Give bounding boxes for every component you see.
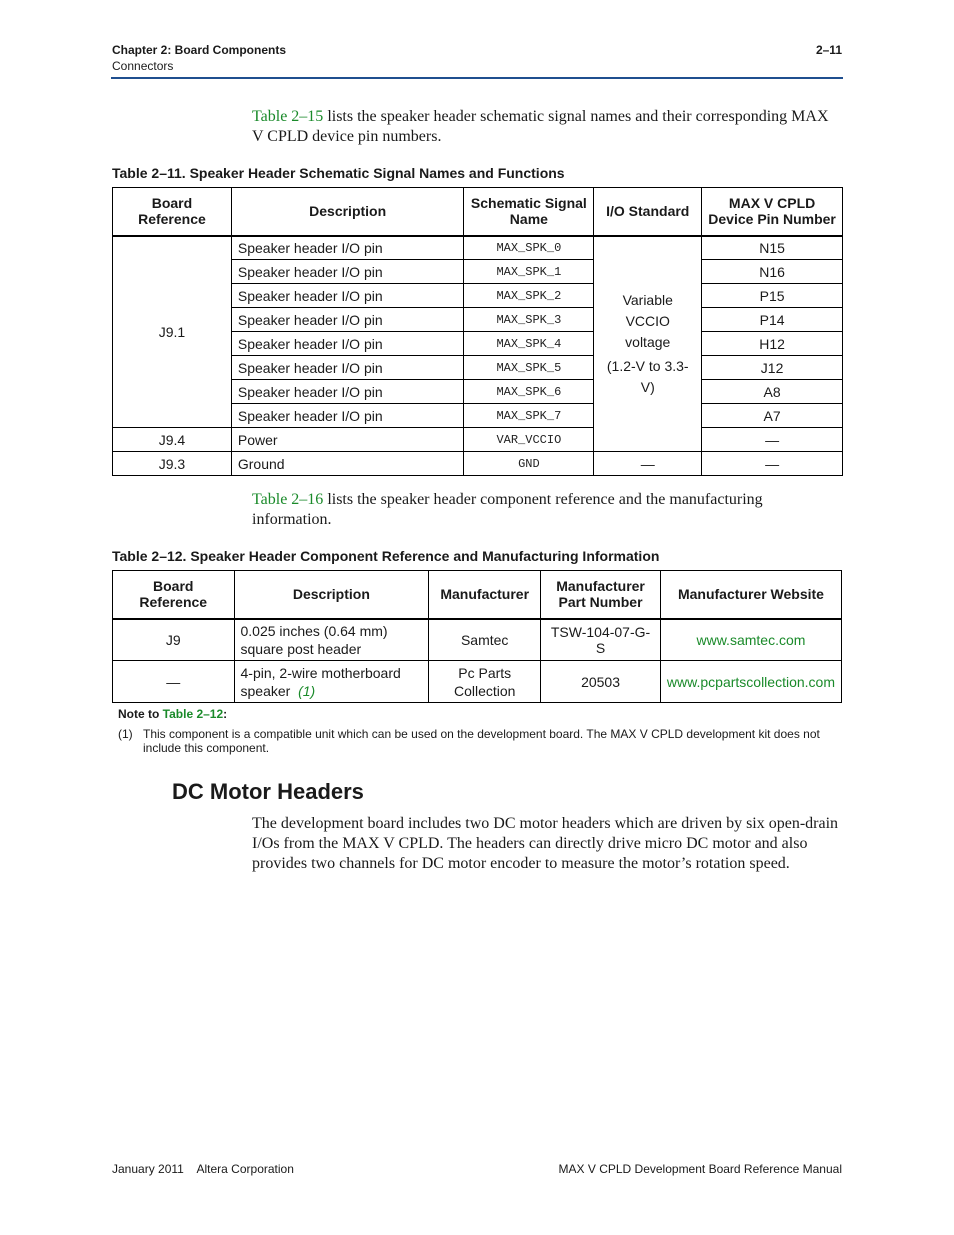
section-heading: DC Motor Headers bbox=[172, 779, 364, 804]
col-board-reference: Board Reference bbox=[113, 188, 232, 236]
website-link[interactable]: www.pcpartscollection.com bbox=[660, 661, 841, 703]
signal-cell: VAR_VCCIO bbox=[464, 428, 594, 452]
description-cell: Speaker header I/O pin bbox=[231, 356, 464, 380]
board-ref-cell: J9.1 bbox=[113, 236, 232, 428]
note-1 bbox=[118, 727, 830, 755]
board-ref-cell: — bbox=[113, 661, 235, 703]
note-1-link[interactable]: (1) bbox=[298, 682, 316, 699]
pin-cell: P15 bbox=[702, 284, 843, 308]
description-cell: Speaker header I/O pin bbox=[231, 236, 464, 260]
speaker-signal-table bbox=[112, 187, 843, 476]
description-cell bbox=[234, 661, 429, 703]
website-link[interactable]: www.samtec.com bbox=[660, 619, 841, 661]
signal-cell: MAX_SPK_0 bbox=[464, 236, 594, 260]
chapter-title: Chapter 2: Board Components bbox=[112, 43, 287, 57]
col-manufacturer-website: Manufacturer Website bbox=[660, 571, 841, 619]
board-ref-cell: J9 bbox=[113, 619, 235, 661]
pin-cell: J12 bbox=[702, 356, 843, 380]
table-header-row bbox=[113, 571, 842, 619]
table-row-power bbox=[113, 428, 843, 452]
intro-paragraph-2 bbox=[252, 490, 842, 530]
signal-cell: MAX_SPK_7 bbox=[464, 404, 594, 428]
io-standard-line-3: (1.2-V to 3.3-V) bbox=[606, 357, 689, 395]
description-text: 4-pin, 2-wire motherboard speaker bbox=[240, 664, 401, 699]
description-cell: Speaker header I/O pin bbox=[231, 380, 464, 404]
page-number: 2–11 bbox=[815, 43, 842, 57]
part-number-cell: 20503 bbox=[541, 661, 661, 703]
col-manufacturer: Manufacturer bbox=[429, 571, 541, 619]
description-cell: Speaker header I/O pin bbox=[231, 284, 464, 308]
table-2-16-link[interactable]: Table 2–16 bbox=[252, 491, 324, 508]
io-standard-cell bbox=[594, 236, 702, 452]
intro-1-text: lists the speaker header schematic signal names and their corresponding MAX V CPLD device pin numbers. bbox=[252, 108, 829, 145]
signal-cell: MAX_SPK_3 bbox=[464, 308, 594, 332]
note-number: (1) bbox=[118, 727, 133, 741]
manufacturer-cell: Samtec bbox=[429, 619, 541, 661]
footer-left: January 2011 Altera Corporation bbox=[112, 1162, 294, 1176]
io-standard-cell: — bbox=[594, 452, 702, 476]
signal-cell: MAX_SPK_5 bbox=[464, 356, 594, 380]
col-description: Description bbox=[231, 188, 464, 236]
description-cell: 0.025 inches (0.64 mm) square post header bbox=[234, 619, 429, 661]
pin-cell: P14 bbox=[702, 308, 843, 332]
table-row-ground bbox=[113, 452, 843, 476]
speaker-component-table bbox=[112, 570, 842, 703]
table-row bbox=[113, 619, 842, 661]
signal-cell: MAX_SPK_4 bbox=[464, 332, 594, 356]
description-cell: Speaker header I/O pin bbox=[231, 404, 464, 428]
col-board-reference: Board Reference bbox=[113, 571, 235, 619]
signal-cell: MAX_SPK_6 bbox=[464, 380, 594, 404]
pin-cell: A7 bbox=[702, 404, 843, 428]
description-cell: Speaker header I/O pin bbox=[231, 260, 464, 284]
board-ref-cell: J9.3 bbox=[113, 452, 232, 476]
footer-right: MAX V CPLD Development Board Reference Manual bbox=[558, 1162, 842, 1176]
table-2-11-caption: Table 2–11. Speaker Header Schematic Signal Names and Functions bbox=[112, 165, 565, 181]
col-description: Description bbox=[234, 571, 429, 619]
col-pin-number: MAX V CPLD Device Pin Number bbox=[702, 188, 843, 236]
header-rule bbox=[111, 77, 843, 79]
pin-cell: A8 bbox=[702, 380, 843, 404]
section-body: The development board includes two DC motor headers which are driven by six open-drain I/Os from the MAX V CPLD. The headers can directly drive micro DC motor and also provides two channels for DC motor encoder to measure the motor’s rotation speed. bbox=[252, 815, 839, 872]
description-cell: Power bbox=[231, 428, 464, 452]
pin-cell: H12 bbox=[702, 332, 843, 356]
note-title bbox=[118, 707, 227, 721]
manufacturer-cell: Pc Parts Collection bbox=[429, 661, 541, 703]
section-name: Connectors bbox=[112, 59, 174, 73]
table-row bbox=[113, 236, 843, 260]
pin-cell: N16 bbox=[702, 260, 843, 284]
intro-2-text: lists the speaker header component reference and the manufacturing information. bbox=[252, 491, 763, 528]
pin-cell: — bbox=[702, 428, 843, 452]
signal-cell: MAX_SPK_1 bbox=[464, 260, 594, 284]
col-io-standard: I/O Standard bbox=[594, 188, 702, 236]
description-cell: Speaker header I/O pin bbox=[231, 332, 464, 356]
pin-cell: — bbox=[702, 452, 843, 476]
table-row bbox=[113, 661, 842, 703]
note-title-text: Note to bbox=[118, 707, 163, 721]
signal-cell: GND bbox=[464, 452, 594, 476]
table-2-12-caption: Table 2–12. Speaker Header Component Reference and Manufacturing Information bbox=[112, 548, 660, 564]
description-cell: Ground bbox=[231, 452, 464, 476]
board-ref-cell: J9.4 bbox=[113, 428, 232, 452]
part-number-cell: TSW-104-07-G-S bbox=[541, 619, 661, 661]
signal-cell: MAX_SPK_2 bbox=[464, 284, 594, 308]
table-2-12-link[interactable]: Table 2–12 bbox=[162, 707, 224, 721]
pin-cell: N15 bbox=[702, 236, 843, 260]
note-text: This component is a compatible unit which can be used on the development board. The MAX V CPLD development kit does not include this component. bbox=[143, 727, 820, 755]
table-header-row bbox=[113, 188, 843, 236]
col-manufacturer-part-number: Manufacturer Part Number bbox=[541, 571, 661, 619]
description-cell: Speaker header I/O pin bbox=[231, 308, 464, 332]
io-standard-line-1: Variable VCCIO bbox=[622, 291, 673, 329]
table-2-15-link[interactable]: Table 2–15 bbox=[252, 108, 324, 125]
note-title-colon: : bbox=[223, 707, 228, 721]
io-standard-line-2: voltage bbox=[625, 333, 671, 350]
col-schematic-signal-name: Schematic Signal Name bbox=[464, 188, 594, 236]
intro-paragraph-1 bbox=[252, 107, 842, 147]
